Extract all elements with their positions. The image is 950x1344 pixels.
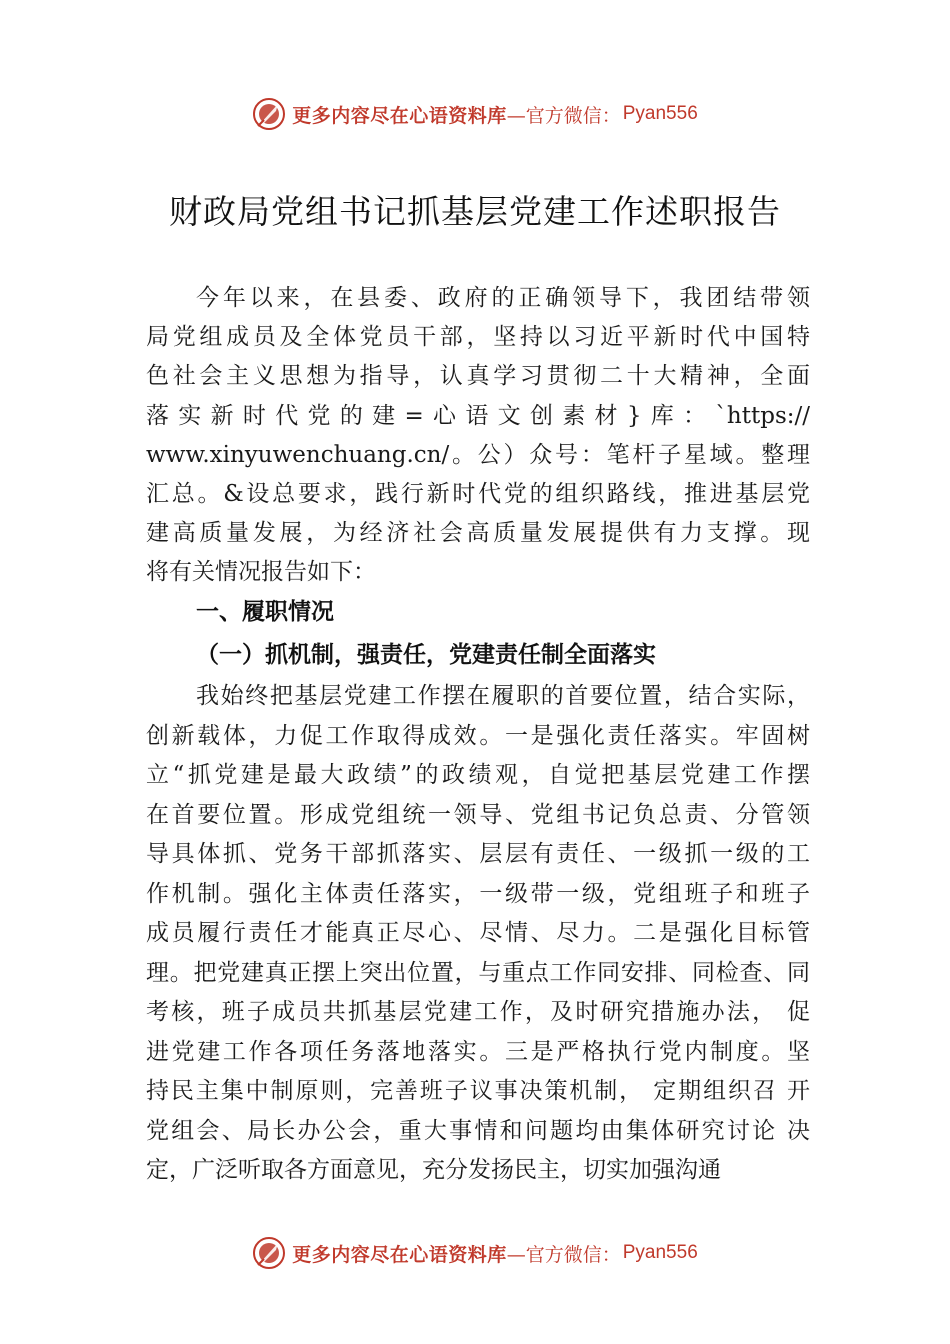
banner-wechat-id: Pyan556 <box>622 1242 698 1263</box>
body-line: 立“抓党建是最大政绩”的政绩观，自觉把基层党建工作摆 <box>146 762 810 788</box>
body-line: 创新载体，力促工作取得成效。一是强化责任落实。牢固树 <box>146 723 810 749</box>
banner-text: 更多内容尽在心语资料库 <box>292 104 507 127</box>
intro-line: 色社会主义思想为指导，认真学习贯彻二十大精神，全面 <box>146 363 810 389</box>
intro-line: 今年以来，在县委、政府的正确领导下，我团结带领 <box>196 285 810 311</box>
banner-wechat-id: Pyan556 <box>622 103 698 124</box>
intro-line: 落实新时代党的建=心语文创素材}库：`https:// <box>146 403 810 429</box>
body-line: 理。把党建真正摆上突出位置，与重点工作同安排、同检查、同 <box>146 960 810 986</box>
banner-suffix: —官方微信： <box>506 1243 621 1266</box>
banner-suffix: —官方微信： <box>506 104 621 127</box>
body-line: 考核，班子成员共抓基层党建工作，及时研究措施办法， 促 <box>146 999 810 1025</box>
banner-text: 更多内容尽在心语资料库 <box>292 1243 507 1266</box>
body-line: 我始终把基层党建工作摆在履职的首要位置，结合实际， <box>196 683 810 709</box>
body-line: 进党建工作各项任务落地落实。三是严格执行党内制度。坚 <box>146 1039 810 1065</box>
body-line: 持民主集中制原则，完善班子议事决策机制， 定期组织召 开 <box>146 1078 810 1104</box>
quill-logo-icon <box>252 97 286 131</box>
body-line: 党组会、局长办公会，重大事情和问题均由集体研究讨论 决 <box>146 1118 810 1144</box>
body-line: 定，广泛听取各方面意见，充分发扬民主，切实加强沟通 <box>146 1157 721 1183</box>
intro-line: 汇总。&设总要求，践行新时代党的组织路线，推进基层党 <box>146 481 810 507</box>
subsection-heading: （一）抓机制，强责任，党建责任制全面落实 <box>196 641 656 668</box>
body-line: 成员履行责任才能真正尽心、尽情、尽力。二是强化目标管 <box>146 920 810 946</box>
document-title: 财政局党组书记抓基层党建工作述职报告 <box>169 192 781 231</box>
header-banner <box>0 92 950 136</box>
footer-banner <box>0 1231 950 1275</box>
intro-line: 将有关情况报告如下： <box>146 559 376 585</box>
intro-line: www.xinyuwenchuang.cn/。公）众号：笔杆子星域。整理 <box>146 442 810 468</box>
intro-line: 局党组成员及全体党员干部，坚持以习近平新时代中国特 <box>146 324 810 350</box>
intro-line: 建高质量发展，为经济社会高质量发展提供有力支撑。现 <box>146 520 810 546</box>
body-line: 导具体抓、党务干部抓落实、层层有责任、一级抓一级的工 <box>146 841 810 867</box>
quill-logo-icon <box>252 1236 286 1270</box>
body-line: 在首要位置。形成党组统一领导、党组书记负总责、分管领 <box>146 802 810 828</box>
section-heading: 一、履职情况 <box>196 599 334 625</box>
body-line: 作机制。强化主体责任落实，一级带一级，党组班子和班子 <box>146 881 810 907</box>
